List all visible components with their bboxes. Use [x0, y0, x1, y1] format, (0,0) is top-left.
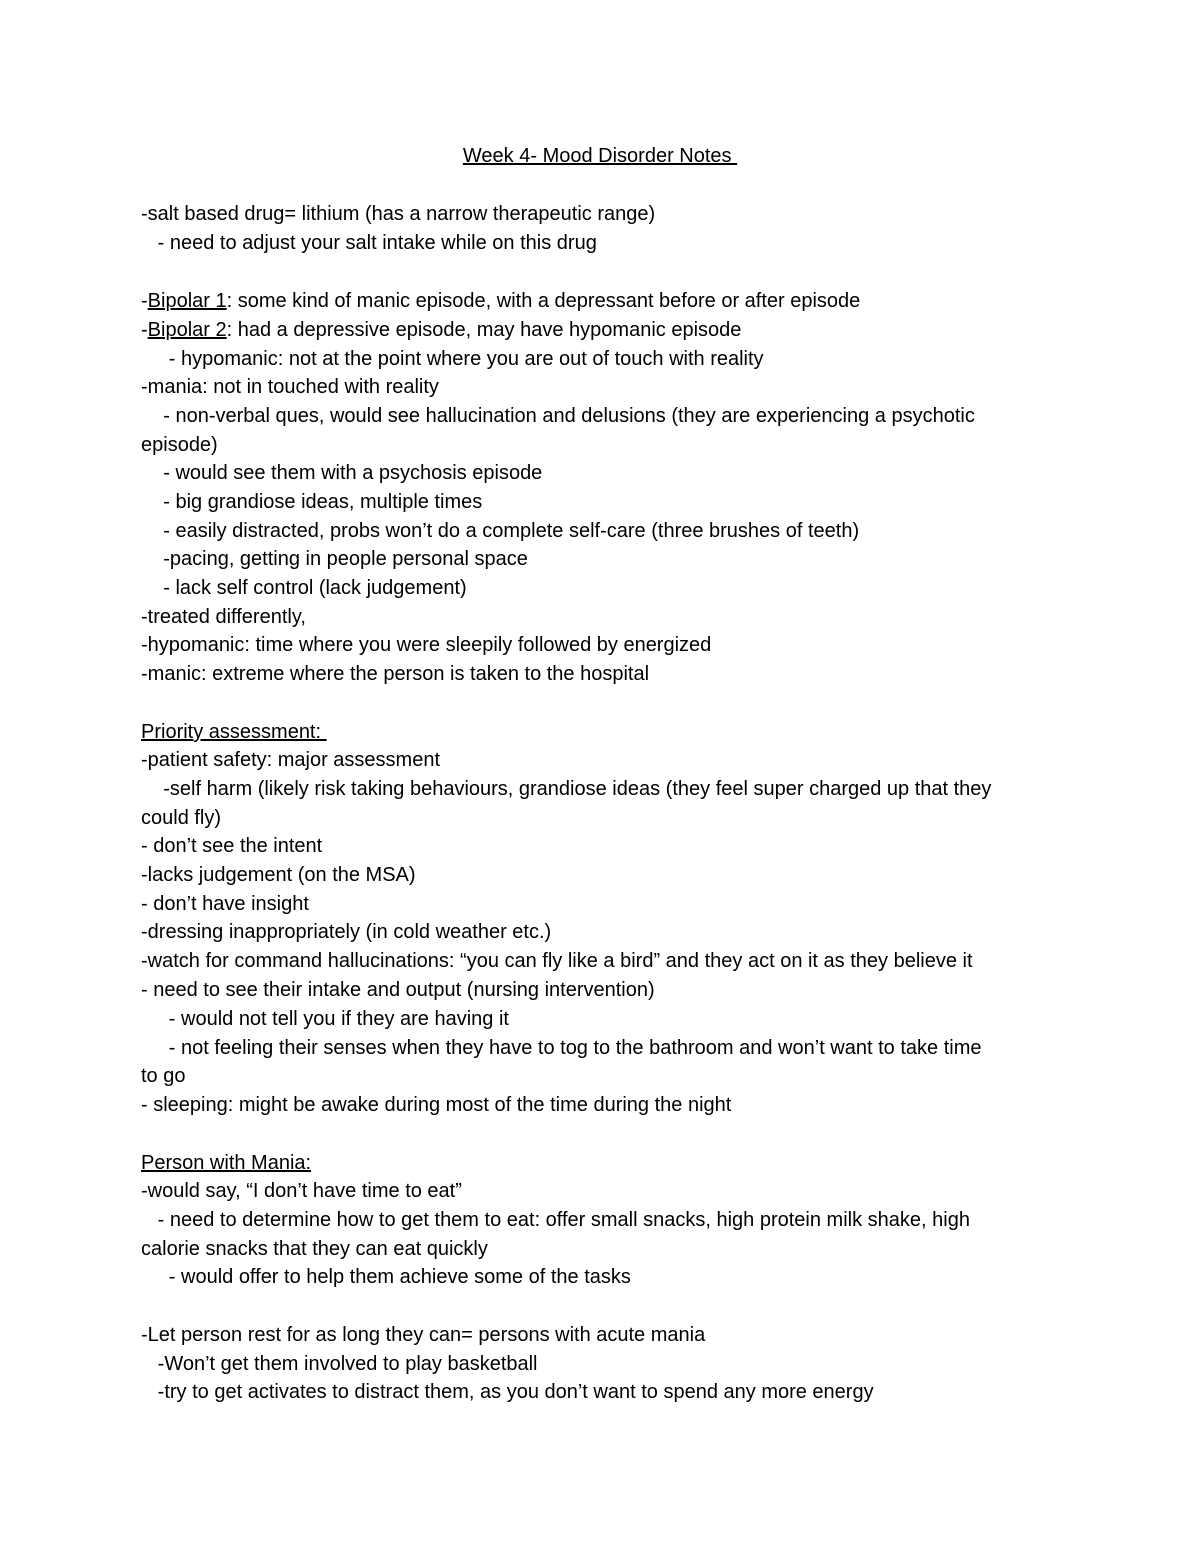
bipolar-2-definition: : had a depressive episode, may have hypomanic episode — [226, 319, 742, 341]
note-line: -lacks judgement (on the MSA) — [141, 864, 416, 886]
note-line: - need to adjust your salt intake while on this drug — [141, 232, 597, 254]
note-line: - lack self control (lack judgement) — [141, 577, 467, 599]
note-line: - easily distracted, probs won’t do a complete self-care (three brushes of teeth) — [141, 520, 860, 542]
note-line: -salt based drug= lithium (has a narrow therapeutic range) — [141, 203, 656, 225]
note-line: - non-verbal ques, would see hallucination and delusions (they are experiencing a psychotic — [141, 405, 975, 427]
bipolar-1-definition: : some kind of manic episode, with a depressant before or after episode — [226, 290, 861, 312]
note-line: -hypomanic: time where you were sleepily followed by energized — [141, 634, 712, 656]
bullet-dash: - — [141, 290, 148, 312]
note-line: - would not tell you if they are having it — [141, 1008, 509, 1030]
note-line: - need to determine how to get them to eat: offer small snacks, high protein milk shake, high — [141, 1209, 970, 1231]
note-line: - not feeling their senses when they have to tog to the bathroom and won’t want to take time — [141, 1037, 982, 1059]
note-line: - would see them with a psychosis episode — [141, 462, 543, 484]
section-heading-person-with-mania: Person with Mania: — [141, 1152, 312, 1174]
section-heading-priority-assessment: Priority assessment: — [141, 721, 327, 743]
document-title: Week 4- Mood Disorder Notes — [462, 145, 738, 167]
note-line: -pacing, getting in people personal space — [141, 548, 528, 570]
note-line: -Let person rest for as long they can= persons with acute mania — [141, 1324, 706, 1346]
bipolar-1-term: Bipolar 1 — [147, 290, 227, 312]
note-line: -patient safety: major assessment — [141, 749, 441, 771]
note-line: -watch for command hallucinations: “you can fly like a bird” and they act on it as they believe it — [141, 950, 973, 972]
note-line: to go — [141, 1065, 186, 1087]
note-line: -Won’t get them involved to play basketball — [141, 1353, 538, 1375]
note-line: -dressing inappropriately (in cold weather etc.) — [141, 921, 552, 943]
note-line: calorie snacks that they can eat quickly — [141, 1238, 488, 1260]
bipolar-1-line — [141, 287, 860, 316]
note-line: episode) — [141, 434, 218, 456]
note-line: - don’t have insight — [141, 893, 309, 915]
bipolar-2-line — [141, 316, 741, 345]
note-line: -would say, “I don’t have time to eat” — [141, 1180, 462, 1202]
note-line: -manic: extreme where the person is taken to the hospital — [141, 663, 650, 685]
note-line: could fly) — [141, 807, 222, 829]
note-line: - big grandiose ideas, multiple times — [141, 491, 483, 513]
bipolar-2-term: Bipolar 2 — [147, 319, 227, 341]
note-line: - sleeping: might be awake during most of the time during the night — [141, 1094, 732, 1116]
note-line: - would offer to help them achieve some of the tasks — [141, 1266, 631, 1288]
note-line: - need to see their intake and output (nursing intervention) — [141, 979, 655, 1001]
note-line: -treated differently, — [141, 606, 306, 628]
bullet-dash: - — [141, 319, 148, 341]
note-line: - don’t see the intent — [141, 835, 323, 857]
note-line: -self harm (likely risk taking behaviours, grandiose ideas (they feel super charged up that they — [141, 778, 992, 800]
note-line: -mania: not in touched with reality — [141, 376, 439, 398]
note-line: -try to get activates to distract them, as you don’t want to spend any more energy — [141, 1381, 874, 1403]
note-line: - hypomanic: not at the point where you are out of touch with reality — [141, 348, 764, 370]
